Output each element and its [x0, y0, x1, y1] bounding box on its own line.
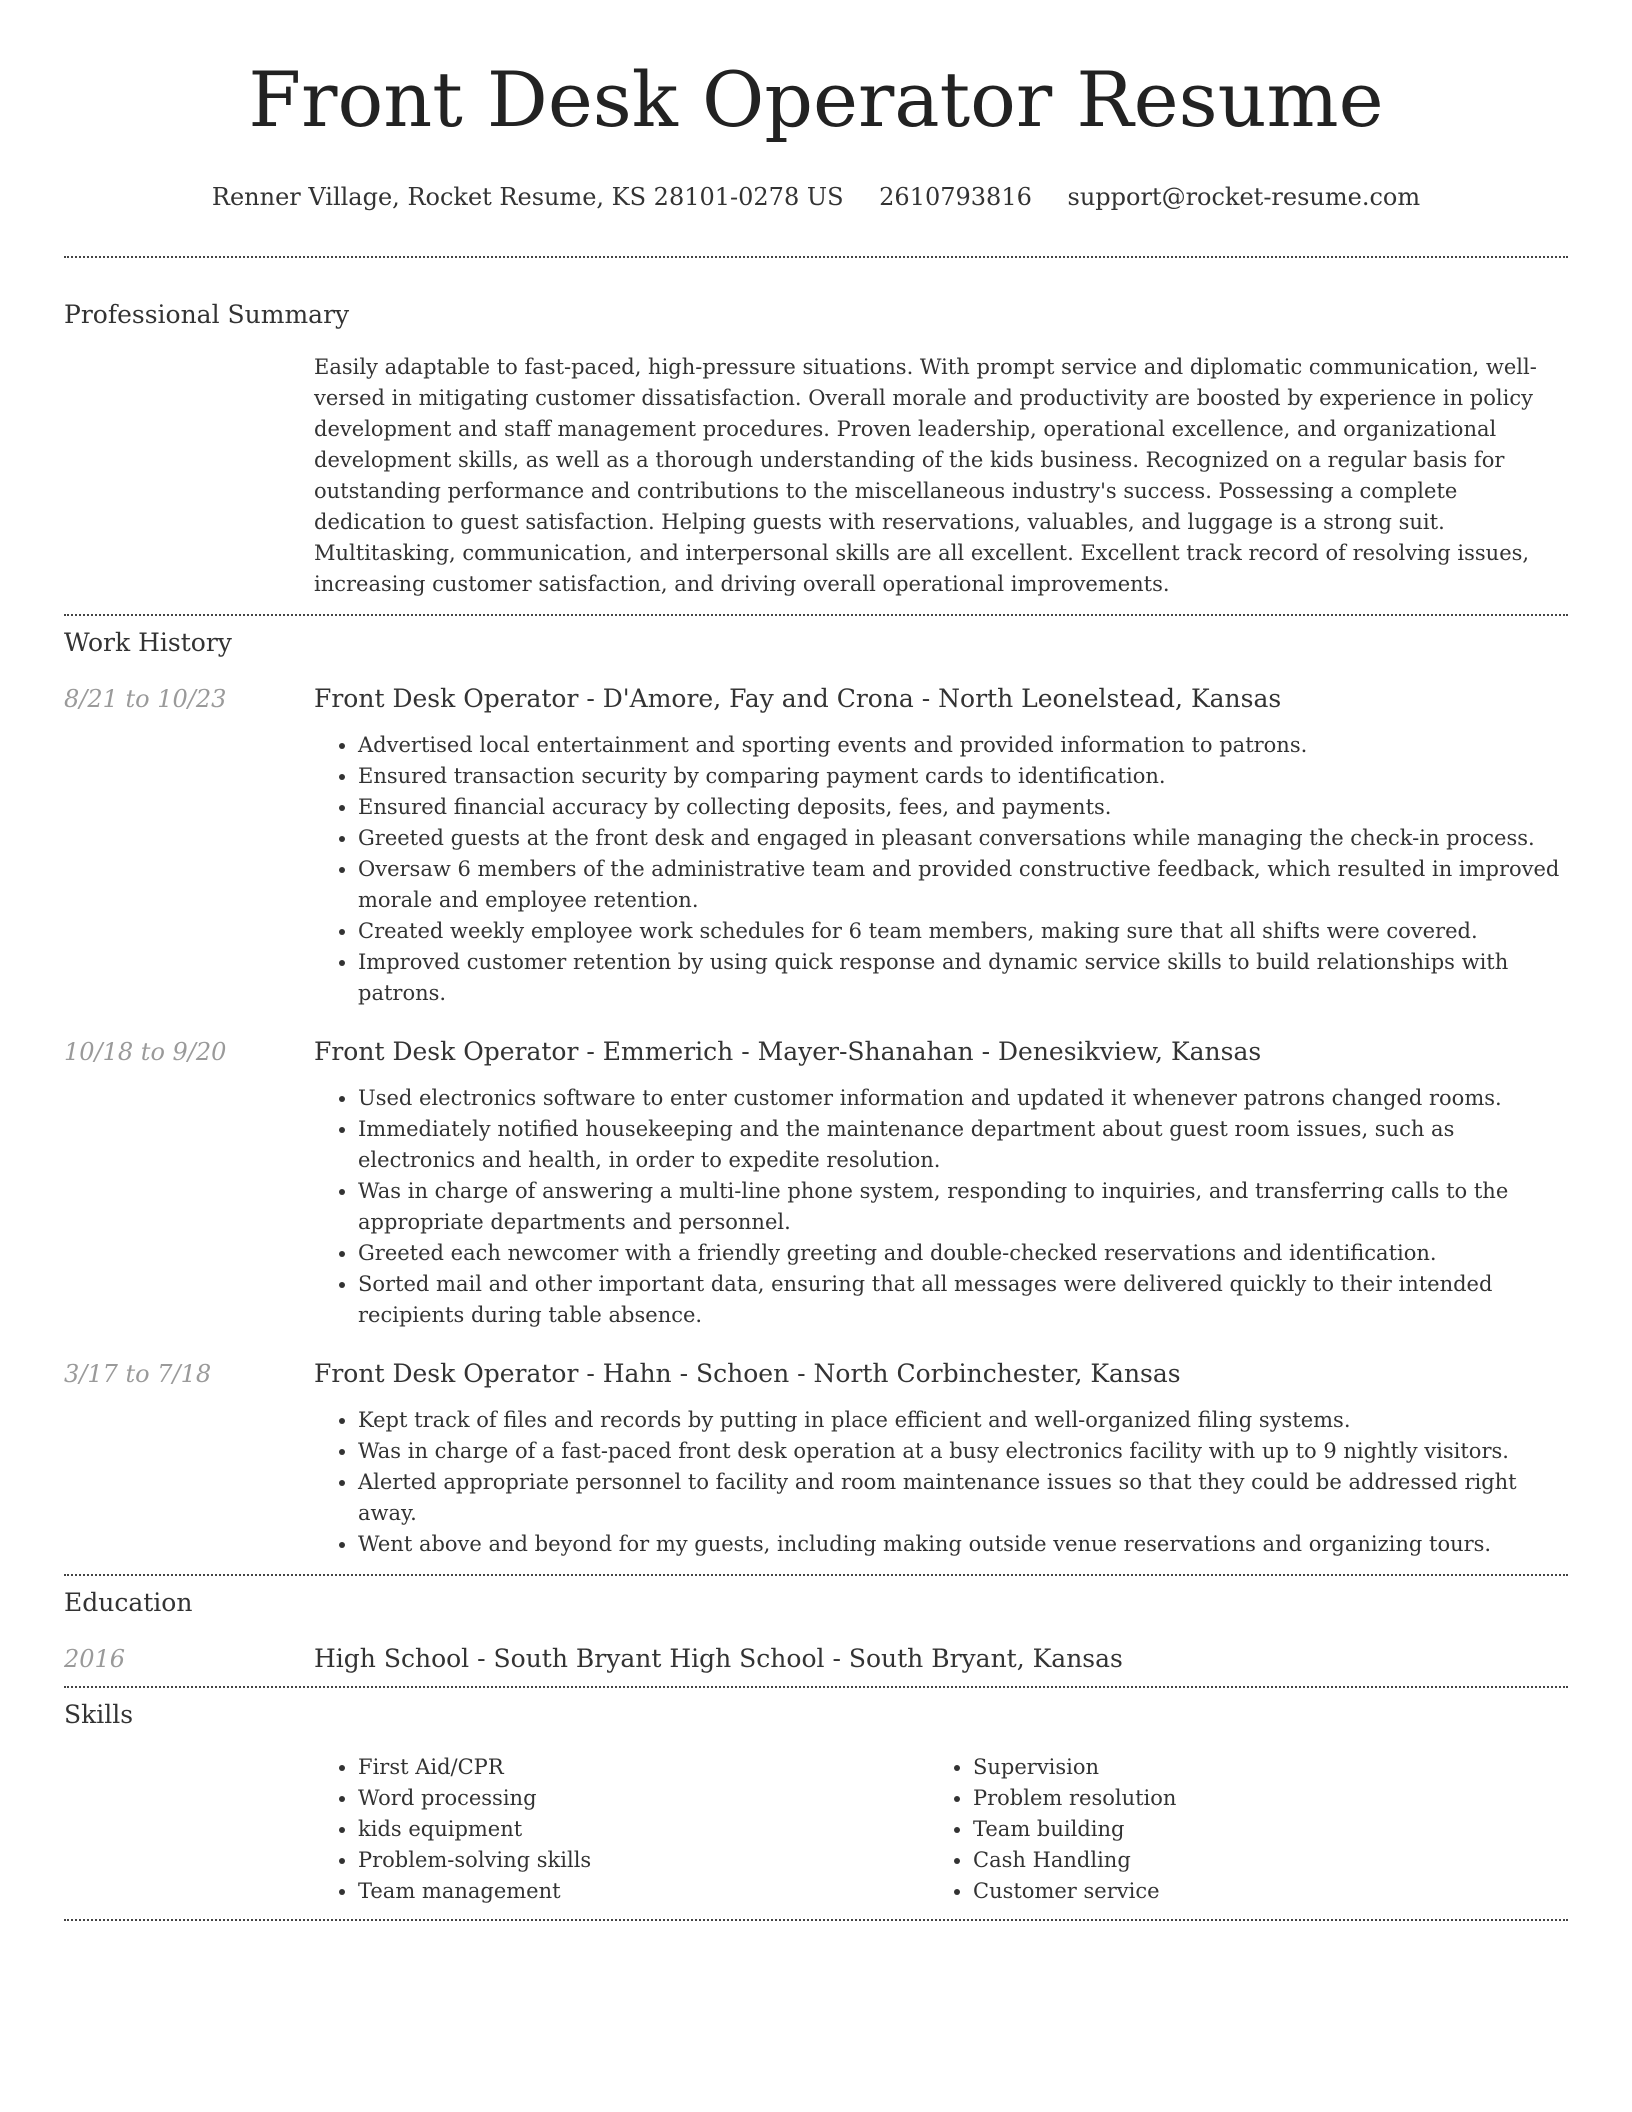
job-bullet: • Immediately notified housekeeping and the maintenance department about guest room issues, such as electronics and health, in order to expedite resolution. [358, 1114, 1568, 1176]
job-bullet: • Alerted appropriate personnel to facility and room maintenance issues so that they could be addressed right away. [358, 1467, 1568, 1529]
job-bullet: • Kept track of files and records by putting in place efficient and well-organized filing systems. [358, 1405, 1568, 1436]
skill-item: • Word processing [358, 1783, 929, 1814]
job-bullet: • Greeted each newcomer with a friendly greeting and double-checked reservations and identification. [358, 1238, 1568, 1269]
summary-divider [64, 614, 1568, 616]
job-heading: Front Desk Operator - Emmerich - Mayer-Shanahan - Denesikview, Kansas [314, 1037, 1262, 1066]
job-bullet: • Used electronics software to enter customer information and updated it whenever patrons changed rooms. [358, 1083, 1568, 1114]
skills-section [64, 1698, 1568, 1907]
job-bullet: • Ensured transaction security by comparing payment cards to identification. [358, 761, 1568, 792]
work-history-section [64, 626, 1568, 1560]
skill-item: • Team management [358, 1876, 929, 1907]
skill-item: • Team building [973, 1814, 1544, 1845]
contact-address: Renner Village, Rocket Resume, KS 28101-0278 US [211, 183, 844, 211]
job-bullet: • Went above and beyond for my guests, including making outside venue reservations and organizing tours. [358, 1529, 1568, 1560]
job-entry [64, 1035, 1568, 1331]
job-heading: Front Desk Operator - Hahn - Schoen - North Corbinchester, Kansas [314, 1359, 1181, 1388]
summary-heading: Professional Summary [64, 300, 350, 329]
skill-item: • Problem-solving skills [358, 1845, 929, 1876]
job-bullet: • Oversaw 6 members of the administrative team and provided constructive feedback, which resulted in improved morale and employee retention. [358, 854, 1568, 916]
education-heading: Education [64, 1588, 193, 1617]
education-divider [64, 1686, 1568, 1688]
job-bullet: • Advertised local entertainment and sporting events and provided information to patrons. [358, 730, 1568, 761]
resume-title: Front Desk Operator Resume [248, 55, 1384, 144]
work-history-divider [64, 1574, 1568, 1576]
header-divider [64, 256, 1568, 258]
skill-item: • Customer service [973, 1876, 1544, 1907]
skills-column-right [929, 1752, 1544, 1907]
skill-item: • kids equipment [358, 1814, 929, 1845]
skills-heading: Skills [64, 1700, 134, 1729]
job-date: 3/17 to 7/18 [64, 1360, 212, 1388]
job-bullet: • Was in charge of answering a multi-line phone system, responding to inquiries, and transferring calls to the appropriate departments and personnel. [358, 1176, 1568, 1238]
skills-divider [64, 1919, 1568, 1921]
job-date: 8/21 to 10/23 [64, 685, 227, 713]
education-date: 2016 [64, 1645, 126, 1673]
job-bullets [314, 1405, 1568, 1560]
job-entry [64, 682, 1568, 1009]
job-bullet: • Created weekly employee work schedules for 6 team members, making sure that all shifts were covered. [358, 916, 1568, 947]
contact-email: support@rocket-resume.com [1067, 183, 1421, 211]
job-heading: Front Desk Operator - D'Amore, Fay and Crona - North Leonelstead, Kansas [314, 684, 1282, 713]
skill-item: • Cash Handling [973, 1845, 1544, 1876]
skills-grid [314, 1752, 1568, 1907]
contact-line [64, 182, 1568, 212]
education-entry [64, 1642, 1568, 1676]
skills-column-left [314, 1752, 929, 1907]
skill-item: • First Aid/CPR [358, 1752, 929, 1783]
education-heading-text: High School - South Bryant High School - South Bryant, Kansas [314, 1644, 1123, 1673]
summary-text: Easily adaptable to fast-paced, high-pressure situations. With prompt service and diplomatic communication, well-versed in mitigating customer dissatisfaction. Overall morale and productivity are boosted by experience in policy development and staff management procedures. Proven leadership, operational excellence, and organizational development skills, as well as a thorough understanding of the kids business. Recognized on a regular basis for outstanding performance and contributions to the miscellaneous industry's success. Possessing a complete dedication to guest satisfaction. Helping guests with reservations, valuables, and luggage is a strong suit. Multitasking, communication, and interpersonal skills are all excellent. Excellent track record of resolving issues, increasing customer satisfaction, and driving overall operational improvements. [314, 355, 1537, 596]
resume-header [64, 0, 1568, 212]
job-bullet: • Improved customer retention by using quick response and dynamic service skills to build relationships with patrons. [358, 947, 1568, 1009]
job-bullet: • Sorted mail and other important data, ensuring that all messages were delivered quickly to their intended recipients during table absence. [358, 1269, 1568, 1331]
work-history-heading: Work History [64, 628, 232, 657]
education-section [64, 1586, 1568, 1676]
job-bullets [314, 730, 1568, 1009]
job-bullets [314, 1083, 1568, 1331]
job-bullet: • Greeted guests at the front desk and engaged in pleasant conversations while managing the check-in process. [358, 823, 1568, 854]
skill-item: • Problem resolution [973, 1783, 1544, 1814]
summary-section [64, 298, 1568, 600]
job-bullet: • Was in charge of a fast-paced front desk operation at a busy electronics facility with up to 9 nightly visitors. [358, 1436, 1568, 1467]
skill-item: • Supervision [973, 1752, 1544, 1783]
job-entry [64, 1357, 1568, 1560]
job-date: 10/18 to 9/20 [64, 1038, 227, 1066]
job-bullet: • Ensured financial accuracy by collecting deposits, fees, and payments. [358, 792, 1568, 823]
contact-phone: 2610793816 [879, 183, 1032, 211]
